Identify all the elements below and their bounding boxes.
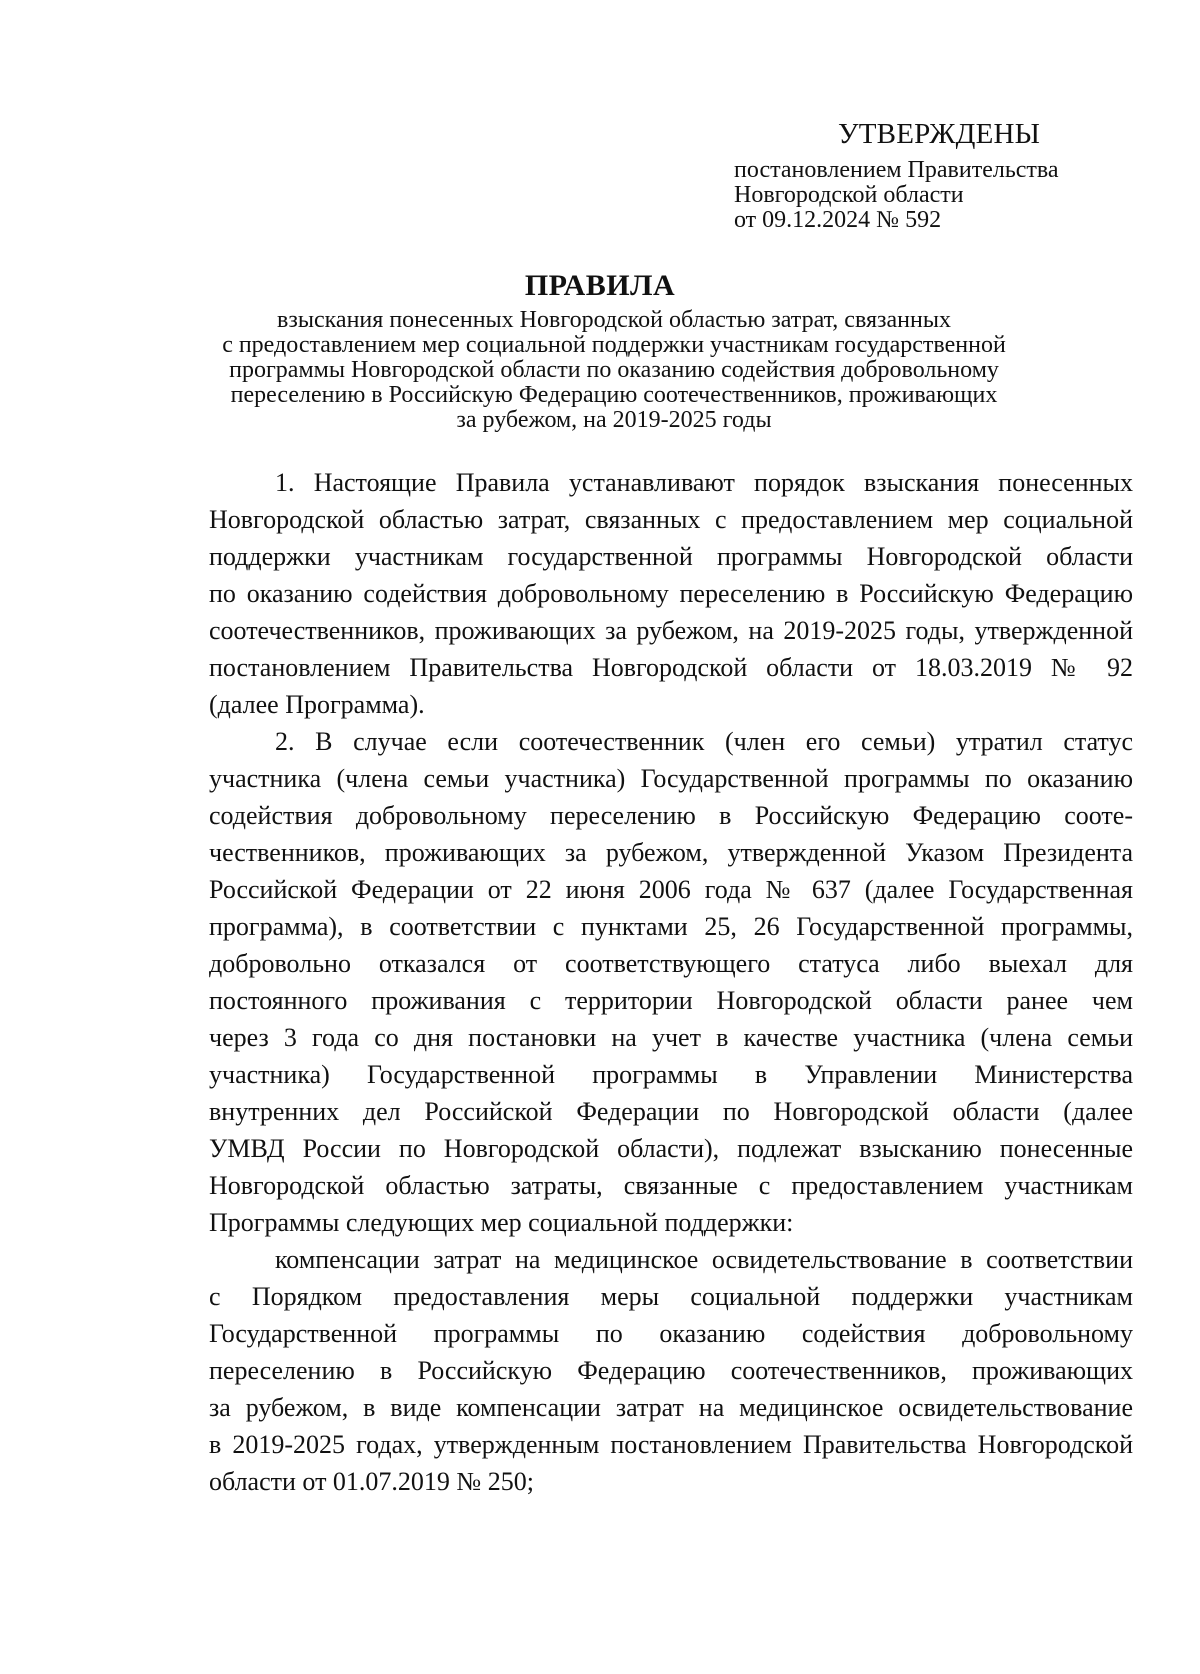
paragraph-line: переселению в Российскую Федерацию соотечественников, проживающих <box>209 1356 1133 1385</box>
paragraph-line: области от 01.07.2019 № 250; <box>209 1467 534 1496</box>
paragraph-line: с Порядком предоставления меры социальной поддержки участникам <box>209 1282 1133 1311</box>
subtitle-line: с предоставлением мер социальной поддержки участникам государственной <box>222 332 1006 358</box>
paragraph-line: чественников, проживающих за рубежом, утвержденной Указом Президента <box>209 838 1133 867</box>
paragraph-3 <box>209 1241 1133 1500</box>
paragraph-line: Государственной программы по оказанию содействия добровольному <box>209 1319 1133 1348</box>
document-title: ПРАВИЛА <box>524 269 676 302</box>
approval-line: от 09.12.2024 № 592 <box>734 207 942 233</box>
approval-heading: УТВЕРЖДЕНЫ <box>838 118 1041 150</box>
approval-line: постановлением Правительства <box>734 157 1059 183</box>
paragraph-2 <box>209 723 1133 1241</box>
paragraph-line: Программы следующих мер социальной поддержки: <box>209 1208 794 1237</box>
subtitle-line: взыскания понесенных Новгородской областью затрат, связанных <box>277 307 951 333</box>
paragraph-line: программа), в соответствии с пунктами 25, 26 Государственной программы, <box>209 912 1133 941</box>
paragraph-line: компенсации затрат на медицинское освидетельствование в соответствии <box>275 1245 1133 1274</box>
paragraph-line: поддержки участникам государственной программы Новгородской области <box>209 542 1133 571</box>
paragraph-line: участника (члена семьи участника) Государственной программы по оказанию <box>209 764 1133 793</box>
paragraph-line: через 3 года со дня постановки на учет в качестве участника (члена семьи <box>209 1023 1133 1052</box>
paragraph-line: (далее Программа). <box>209 690 425 719</box>
paragraph-line: участника) Государственной программы в Управлении Министерства <box>209 1060 1133 1089</box>
paragraph-line: за рубежом, в виде компенсации затрат на медицинское освидетельствование <box>209 1393 1133 1422</box>
paragraph-line: УМВД России по Новгородской области), подлежат взысканию понесенные <box>209 1134 1133 1163</box>
paragraph-line: по оказанию содействия добровольному переселению в Российскую Федерацию <box>209 579 1133 608</box>
approval-stamp <box>734 118 1154 233</box>
approval-line: Новгородской области <box>734 182 964 208</box>
paragraph-line: внутренних дел Российской Федерации по Новгородской области (далее <box>209 1097 1133 1126</box>
document-body <box>209 464 1133 1500</box>
paragraph-line: постоянного проживания с территории Новгородской области ранее чем <box>209 986 1133 1015</box>
subtitle-line: переселению в Российскую Федерацию соотечественников, проживающих <box>230 382 998 408</box>
subtitle-line: за рубежом, на 2019-2025 годы <box>456 407 772 433</box>
paragraph-line: добровольно отказался от соответствующего статуса либо выехал для <box>209 949 1133 978</box>
paragraph-line: в 2019-2025 годах, утвержденным постановлением Правительства Новгородской <box>209 1430 1133 1459</box>
subtitle-line: программы Новгородской области по оказанию содействия добровольному <box>229 357 999 383</box>
paragraph-line: 1. Настоящие Правила устанавливают порядок взыскания понесенных <box>275 468 1133 497</box>
paragraph-line: Российской Федерации от 22 июня 2006 года № 637 (далее Государственная <box>209 875 1133 904</box>
paragraph-line: содействия добровольному переселению в Российскую Федерацию сооте- <box>209 801 1133 830</box>
document-subtitle <box>170 308 1058 433</box>
paragraph-line: 2. В случае если соотечественник (член его семьи) утратил статус <box>275 727 1133 756</box>
paragraph-line: Новгородской областью затрат, связанных с предоставлением мер социальной <box>209 505 1133 534</box>
paragraph-line: постановлением Правительства Новгородской области от 18.03.2019 № 92 <box>209 653 1133 682</box>
paragraph-line: соотечественников, проживающих за рубежом, на 2019-2025 годы, утвержденной <box>209 616 1133 645</box>
paragraph-1 <box>209 464 1133 723</box>
paragraph-line: Новгородской областью затраты, связанные с предоставлением участникам <box>209 1171 1133 1200</box>
